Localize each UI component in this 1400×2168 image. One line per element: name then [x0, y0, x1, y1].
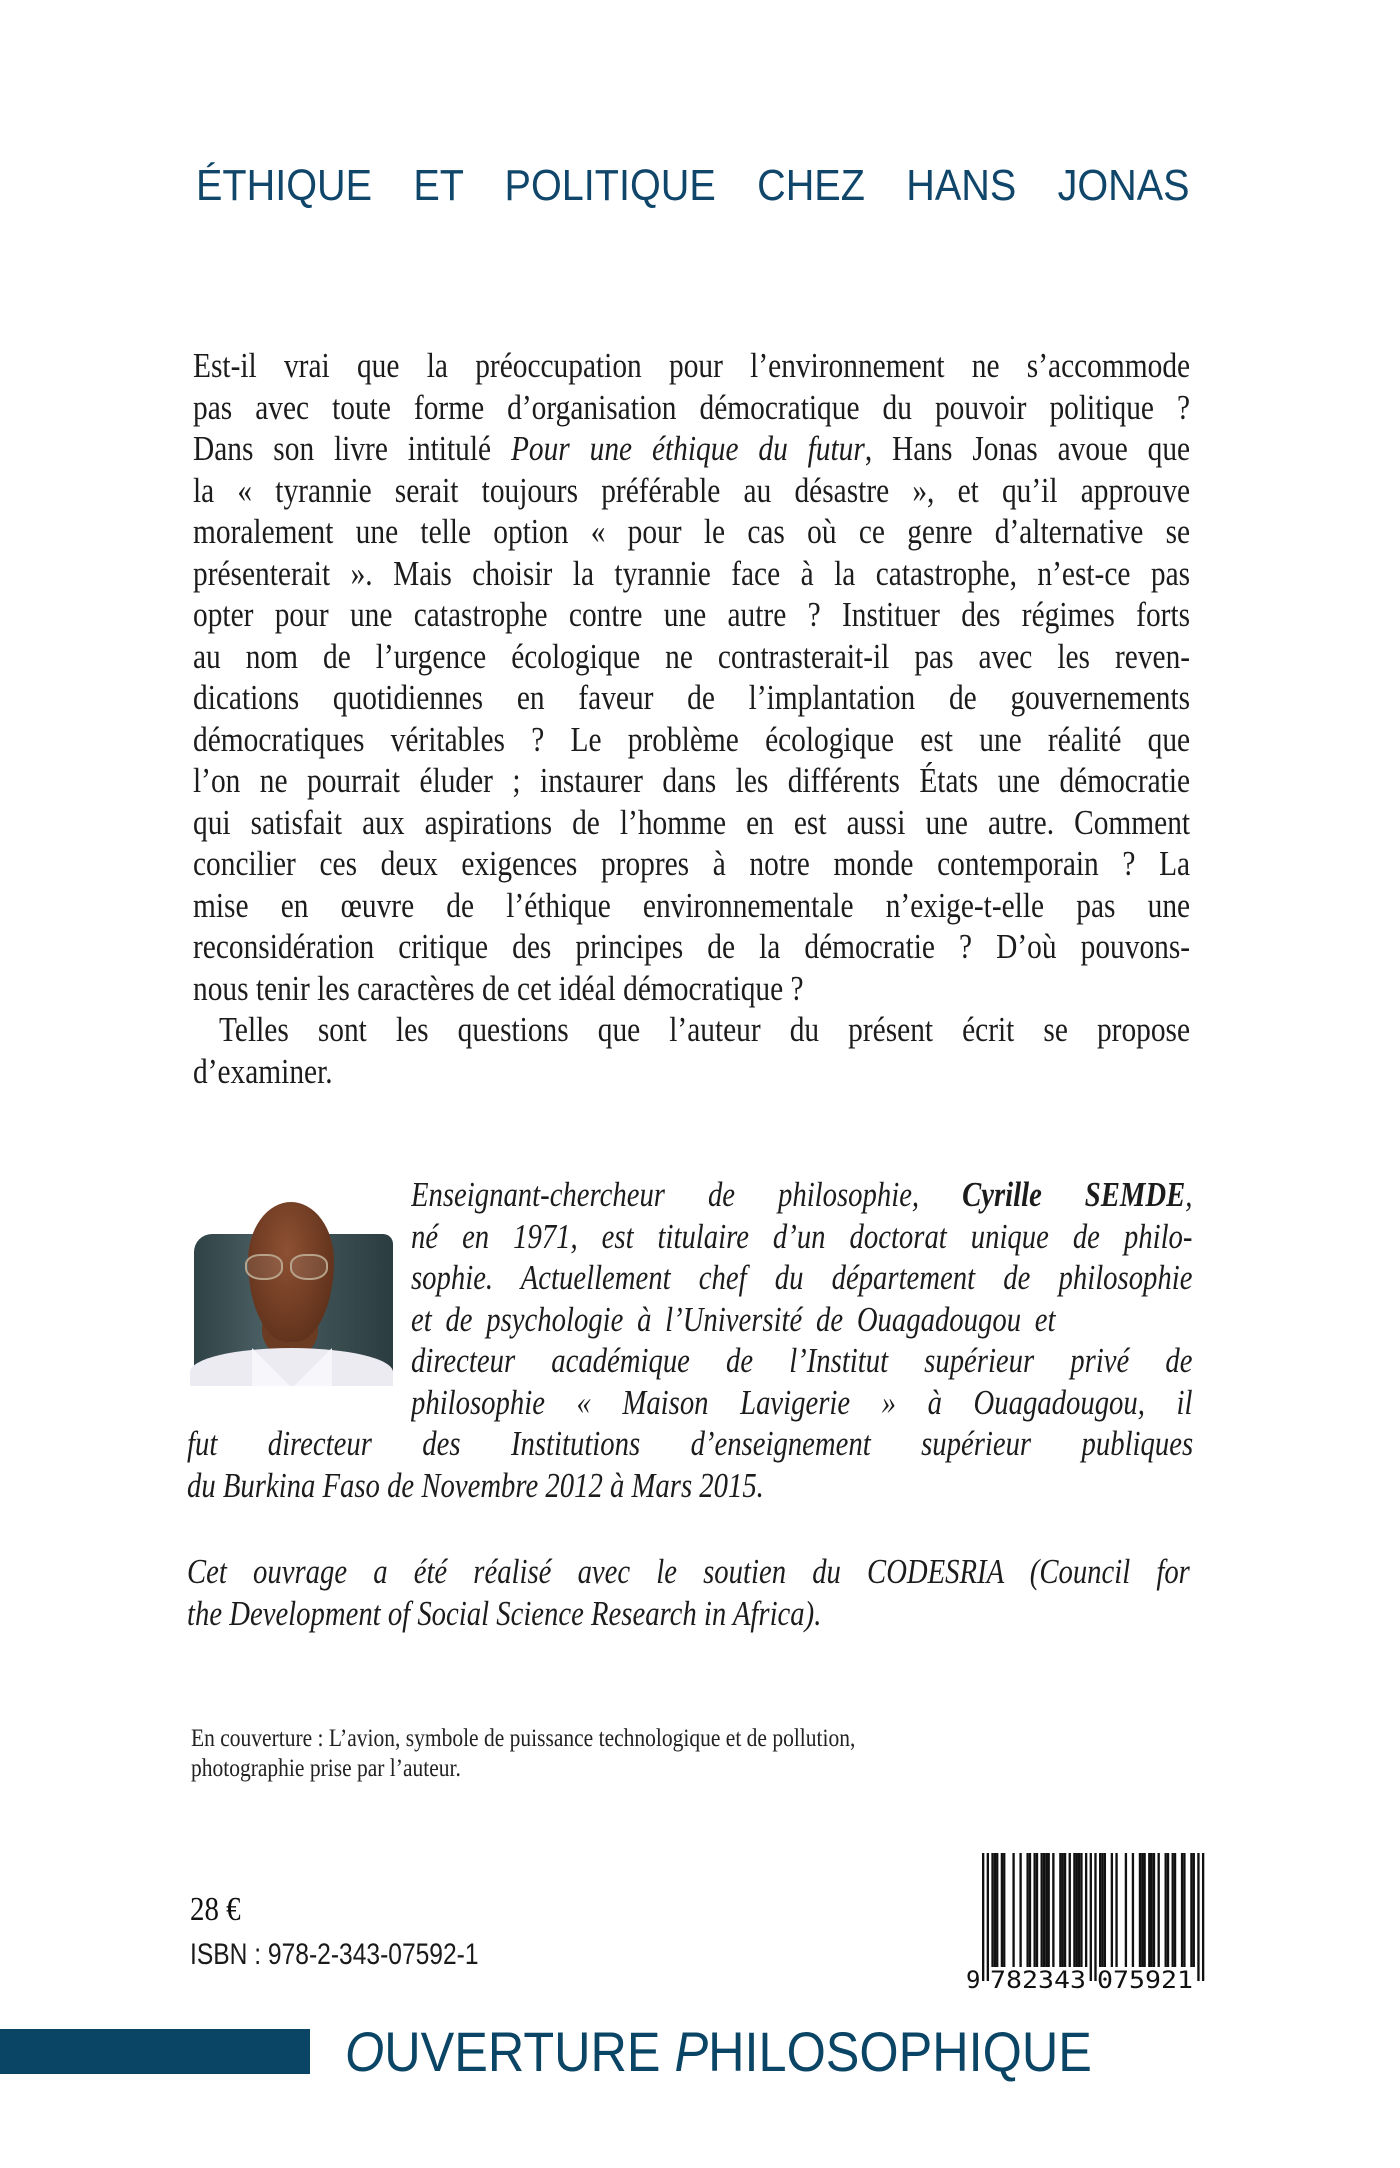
author-bio	[0, 1174, 1400, 1514]
bio-line: né en 1971, est titulaire d’un doctorat unique de philo-	[411, 1216, 1193, 1256]
bio-line: philosophie « Maison Lavigerie » à Ouagadougou, il	[411, 1382, 1193, 1422]
barcode-digit-first: 9	[966, 1966, 981, 1992]
bio-text: Enseignant-chercheur de philosophie,	[411, 1175, 920, 1214]
barcode-icon	[964, 1850, 1208, 1992]
support-note	[187, 1551, 1190, 1641]
cover-credit-line: En couverture : L’avion, symbole de puissance technologique et de pollution,	[191, 1725, 856, 1752]
summary-line: pas avec toute forme d’organisation démocratique du pouvoir politique ?	[193, 387, 1191, 427]
bio-line: et de psychologie à l’Université de Ouagadougou et	[411, 1299, 1056, 1339]
summary-line: reconsidération critique des principes de la démocratie ? D’où pouvons-	[193, 927, 1191, 966]
summary-line: concilier ces deux exigences propres à notre monde contemporain ? La	[193, 844, 1191, 883]
bio-line: fut directeur des Institutions d’enseignement supérieur publiques	[187, 1424, 1194, 1463]
summary-line: au nom de l’urgence écologique ne contrasterait-il pas avec les reven-	[193, 636, 1191, 676]
author-name: Cyrille SEMDE	[962, 1175, 1186, 1214]
series-title: OUVERTURE PHILOSOPHIQUE	[345, 2020, 1092, 2083]
summary-line: Est-il vrai que la préoccupation pour l’environnement ne s’accommode	[193, 346, 1191, 385]
summary-line: opter pour une catastrophe contre une autre ? Instituer des régimes forts	[193, 595, 1191, 634]
summary-line: nous tenir les caractères de cet idéal démocratique ?	[193, 968, 804, 1008]
support-line: the Development of Social Science Research in Africa).	[187, 1593, 822, 1633]
cited-book-title: Pour une éthique du futur	[510, 429, 865, 468]
barcode-bars	[982, 1853, 1204, 1981]
summary-line: l’on ne pourrait éluder ; instaurer dans les différents États une démocratie	[193, 761, 1191, 800]
isbn: ISBN : 978-2-343-07592-1	[190, 1938, 479, 1971]
barcode-digits-left: 782343	[990, 1966, 1086, 1992]
bio-line: sophie. Actuellement chef du département de philosophie	[411, 1258, 1193, 1297]
summary-line: démocratiques véritables ? Le problème écologique est une réalité que	[193, 719, 1191, 759]
book-title: ÉTHIQUE ET POLITIQUE CHEZ HANS JONAS	[196, 161, 1190, 210]
summary-line: présenterait ». Mais choisir la tyrannie face à la catastrophe, n’est-ce pas	[193, 553, 1191, 593]
cover-credit	[191, 1724, 991, 1788]
price: 28 €	[190, 1891, 241, 1928]
support-line: Cet ouvrage a été réalisé avec le soutien du CODESRIA (Council for	[187, 1552, 1190, 1591]
summary-text: Dans son livre intitulé	[193, 429, 492, 468]
series-color-bar	[0, 2029, 310, 2074]
barcode-digits-right: 075921	[1097, 1966, 1193, 1992]
summary-line: d’examiner.	[193, 1051, 333, 1091]
bio-line: directeur académique de l’Institut supérieur privé de	[411, 1341, 1193, 1380]
summary-line: dications quotidiennes en faveur de l’implantation de gouvernements	[193, 678, 1191, 717]
summary-paragraph	[193, 345, 1190, 1105]
bio-line-with-name: Enseignant-chercheur de philosophie, Cyrille SEMDE,	[411, 1175, 1193, 1214]
cover-credit-line: photographie prise par l’auteur.	[191, 1755, 461, 1782]
summary-line-indented: Telles sont les questions que l’auteur du présent écrit se propose	[219, 1010, 1191, 1049]
summary-line-with-book-title	[193, 428, 1190, 470]
summary-line: la « tyrannie serait toujours préférable au désastre », et qu’il approuve	[193, 470, 1191, 510]
summary-line: qui satisfait aux aspirations de l’homme en est aussi une autre. Comment	[193, 802, 1191, 842]
summary-line: mise en œuvre de l’éthique environnementale n’exige-t-elle pas une	[193, 885, 1191, 925]
summary-line: moralement une telle option « pour le cas où ce genre d’alternative se	[193, 512, 1191, 551]
bio-line: du Burkina Faso de Novembre 2012 à Mars 2015.	[187, 1465, 764, 1505]
summary-text: , Hans Jonas avoue que	[864, 429, 1191, 468]
